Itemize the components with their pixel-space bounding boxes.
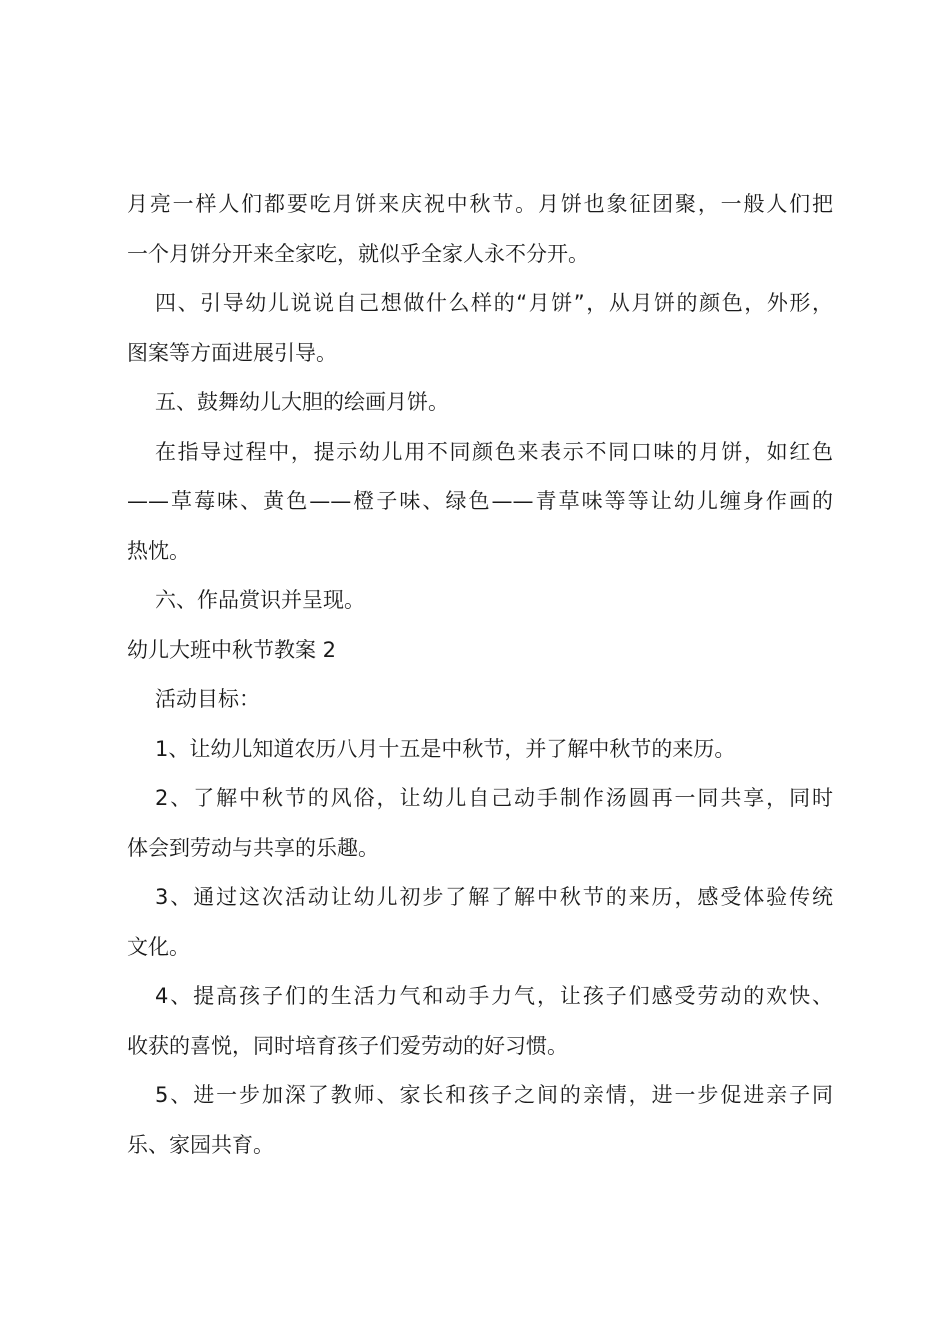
text-line: 活动目标： bbox=[155, 687, 260, 711]
text-line: 1、让幼儿知道农历八月十五是中秋节，并了解中秋节的来历。 bbox=[155, 737, 736, 761]
text-line: 月亮一样人们都要吃月饼来庆祝中秋节。月饼也象征团聚，一般人们把 bbox=[127, 192, 833, 216]
text-line: 3、通过这次活动让幼儿初步了解了解中秋节的来历，感受体验传统 bbox=[155, 885, 833, 909]
text-line: 四、引导幼儿说说自己想做什么样的“月饼”，从月饼的颜色，外形， bbox=[155, 291, 833, 315]
text-line: 一个月饼分开来全家吃，就似乎全家人永不分开。 bbox=[127, 242, 589, 266]
text-line: 乐、家园共育。 bbox=[127, 1133, 274, 1157]
text-line: 热忱。 bbox=[127, 539, 190, 563]
text-line: 收获的喜悦，同时培育孩子们爱劳动的好习惯。 bbox=[127, 1034, 568, 1058]
text-line: 五、鼓舞幼儿大胆的绘画月饼。 bbox=[155, 390, 449, 414]
text-line: 5、进一步加深了教师、家长和孩子之间的亲情，进一步促进亲子同 bbox=[155, 1083, 833, 1107]
text-line: 2、了解中秋节的风俗，让幼儿自己动手制作汤圆再一同共享，同时 bbox=[155, 786, 833, 810]
text-line: 在指导过程中，提示幼儿用不同颜色来表示不同口味的月饼，如红色 bbox=[155, 440, 833, 464]
text-line: ——草莓味、黄色——橙子味、绿色——青草味等等让幼儿缠身作画的 bbox=[127, 489, 833, 513]
section-heading: 幼儿大班中秋节教案 2 bbox=[127, 638, 337, 662]
text-line: 体会到劳动与共享的乐趣。 bbox=[127, 836, 379, 860]
text-line: 4、提高孩子们的生活力气和动手力气，让孩子们感受劳动的欢快、 bbox=[155, 984, 833, 1008]
text-line: 六、作品赏识并呈现。 bbox=[155, 588, 365, 612]
text-line: 图案等方面进展引导。 bbox=[127, 341, 337, 365]
text-line: 文化。 bbox=[127, 935, 190, 959]
